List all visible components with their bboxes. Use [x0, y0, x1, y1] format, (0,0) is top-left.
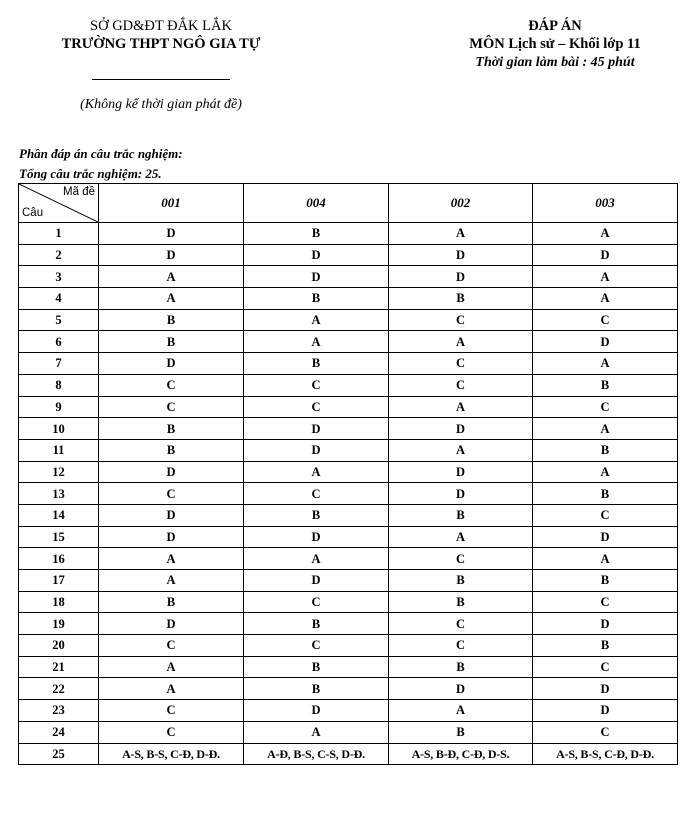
answer-cell: C — [244, 374, 389, 396]
table-row — [19, 504, 678, 526]
table-row — [19, 396, 678, 418]
answer-cell: B — [389, 570, 533, 592]
answer-cell: B — [99, 331, 244, 353]
answer-cell: D — [244, 439, 389, 461]
question-number-cell: 19 — [19, 613, 99, 635]
answer-cell: A — [533, 353, 678, 375]
header-right — [420, 17, 690, 72]
answer-cell: C — [533, 656, 678, 678]
table-row — [19, 331, 678, 353]
answer-table-body — [19, 223, 678, 765]
answer-cell: D — [99, 223, 244, 245]
divider-line — [92, 79, 230, 80]
answer-cell: A — [389, 439, 533, 461]
table-row — [19, 483, 678, 505]
answer-cell: C — [244, 591, 389, 613]
answer-cell: A — [533, 418, 678, 440]
answer-cell: A — [99, 266, 244, 288]
answer-cell: D — [533, 700, 678, 722]
answer-cell: D — [389, 483, 533, 505]
answer-cell: A-S, B-Đ, C-Đ, D-S. — [389, 743, 533, 765]
question-number-cell: 12 — [19, 461, 99, 483]
answer-cell: A — [533, 266, 678, 288]
answer-cell: D — [389, 418, 533, 440]
answer-cell: D — [244, 570, 389, 592]
table-row — [19, 570, 678, 592]
answer-cell: A — [533, 288, 678, 310]
corner-label-question: Câu — [22, 207, 44, 219]
answer-cell: C — [533, 396, 678, 418]
answer-cell: D — [244, 244, 389, 266]
table-row — [19, 374, 678, 396]
answer-cell: A — [244, 461, 389, 483]
answer-cell: C — [244, 396, 389, 418]
answer-cell: A — [533, 223, 678, 245]
column-header: 003 — [533, 184, 678, 223]
question-number-cell: 13 — [19, 483, 99, 505]
table-row — [19, 656, 678, 678]
answer-cell: D — [533, 613, 678, 635]
answer-cell: A-S, B-S, C-Đ, D-Đ. — [533, 743, 678, 765]
answer-cell: B — [244, 678, 389, 700]
question-number-cell: 21 — [19, 656, 99, 678]
answer-cell: A — [244, 309, 389, 331]
table-row — [19, 635, 678, 657]
answer-cell: B — [533, 483, 678, 505]
answer-cell: A — [389, 396, 533, 418]
answer-cell: C — [389, 635, 533, 657]
question-number-cell: 20 — [19, 635, 99, 657]
answer-cell: C — [99, 721, 244, 743]
answer-cell: A — [389, 331, 533, 353]
answer-cell: C — [389, 613, 533, 635]
answer-cell: B — [99, 309, 244, 331]
answer-cell: B — [389, 504, 533, 526]
column-header: 002 — [389, 184, 533, 223]
answer-cell: C — [389, 374, 533, 396]
answer-cell: D — [389, 461, 533, 483]
table-row — [19, 309, 678, 331]
answer-cell: A — [389, 526, 533, 548]
question-number-cell: 24 — [19, 721, 99, 743]
answer-cell: C — [244, 635, 389, 657]
answer-cell: C — [99, 635, 244, 657]
answer-cell: B — [244, 353, 389, 375]
table-row — [19, 353, 678, 375]
answer-cell: A — [533, 548, 678, 570]
answer-cell: A-Đ, B-S, C-S, D-Đ. — [244, 743, 389, 765]
table-row — [19, 678, 678, 700]
duration-line: Thời gian làm bài : 45 phút — [475, 55, 635, 70]
table-row — [19, 244, 678, 266]
answer-cell: B — [389, 591, 533, 613]
answer-cell: C — [99, 483, 244, 505]
answer-cell: C — [533, 591, 678, 613]
question-number-cell: 25 — [19, 743, 99, 765]
table-header-row — [19, 184, 678, 223]
table-row — [19, 439, 678, 461]
answer-cell: D — [244, 418, 389, 440]
answer-cell: D — [533, 244, 678, 266]
answer-cell: A — [244, 721, 389, 743]
answer-cell: B — [99, 418, 244, 440]
answer-cell: A — [389, 700, 533, 722]
answer-cell: A — [99, 570, 244, 592]
question-count: Tổng câu trắc nghiệm: 25. — [19, 166, 162, 181]
question-number-cell: 4 — [19, 288, 99, 310]
answer-cell: A — [533, 461, 678, 483]
question-number-cell: 14 — [19, 504, 99, 526]
answer-cell: D — [99, 526, 244, 548]
question-number-cell: 10 — [19, 418, 99, 440]
table-row — [19, 548, 678, 570]
answer-cell: D — [99, 613, 244, 635]
answer-cell: C — [533, 721, 678, 743]
table-row — [19, 418, 678, 440]
answer-cell: B — [244, 504, 389, 526]
table-row — [19, 721, 678, 743]
question-number-cell: 1 — [19, 223, 99, 245]
answer-cell: C — [389, 309, 533, 331]
answer-cell: D — [533, 331, 678, 353]
answer-cell: A — [99, 288, 244, 310]
answer-cell: D — [244, 526, 389, 548]
question-number-cell: 7 — [19, 353, 99, 375]
corner-header-cell — [19, 184, 99, 223]
question-number-cell: 23 — [19, 700, 99, 722]
table-row — [19, 461, 678, 483]
question-number-cell: 5 — [19, 309, 99, 331]
table-row — [19, 288, 678, 310]
doc-title: ĐÁP ÁN — [528, 18, 582, 34]
answer-cell: B — [533, 374, 678, 396]
question-number-cell: 2 — [19, 244, 99, 266]
question-number-cell: 15 — [19, 526, 99, 548]
answer-cell: D — [99, 244, 244, 266]
answer-cell: A — [389, 223, 533, 245]
answer-cell: C — [389, 548, 533, 570]
answer-cell: D — [389, 244, 533, 266]
answer-cell: D — [99, 353, 244, 375]
answer-table — [18, 183, 678, 765]
answer-cell: A — [99, 678, 244, 700]
section-title: Phần đáp án câu trắc nghiệm: — [19, 146, 183, 161]
table-row — [19, 613, 678, 635]
answer-cell: A — [244, 548, 389, 570]
answer-cell: D — [389, 266, 533, 288]
answer-cell: A — [244, 331, 389, 353]
answer-cell: B — [533, 570, 678, 592]
answer-cell: D — [244, 266, 389, 288]
answer-cell: B — [533, 635, 678, 657]
question-number-cell: 6 — [19, 331, 99, 353]
answer-cell: D — [533, 526, 678, 548]
table-row — [19, 591, 678, 613]
answer-cell: B — [244, 613, 389, 635]
answer-cell: C — [99, 396, 244, 418]
answer-cell: A — [99, 656, 244, 678]
answer-cell: D — [244, 700, 389, 722]
table-row — [19, 223, 678, 245]
answer-cell: B — [244, 223, 389, 245]
time-note: (Không kể thời gian phát đề) — [80, 97, 242, 112]
question-number-cell: 3 — [19, 266, 99, 288]
question-number-cell: 11 — [19, 439, 99, 461]
question-number-cell: 8 — [19, 374, 99, 396]
answer-cell: B — [244, 656, 389, 678]
answer-cell: A-S, B-S, C-Đ, D-Đ. — [99, 743, 244, 765]
answer-cell: D — [533, 678, 678, 700]
answer-cell: C — [533, 504, 678, 526]
question-number-cell: 18 — [19, 591, 99, 613]
question-number-cell: 22 — [19, 678, 99, 700]
answer-cell: A — [99, 548, 244, 570]
column-header: 004 — [244, 184, 389, 223]
column-header: 001 — [99, 184, 244, 223]
answer-cell: B — [389, 288, 533, 310]
answer-cell: B — [389, 721, 533, 743]
question-number-cell: 9 — [19, 396, 99, 418]
table-row — [19, 700, 678, 722]
table-row — [19, 266, 678, 288]
answer-cell: B — [533, 439, 678, 461]
question-number-cell: 17 — [19, 570, 99, 592]
answer-cell: C — [99, 374, 244, 396]
answer-cell: C — [533, 309, 678, 331]
question-number-cell: 16 — [19, 548, 99, 570]
department-name: SỞ GD&ĐT ĐẮK LẮK — [90, 18, 232, 34]
header-left — [16, 17, 306, 114]
answer-cell: D — [99, 461, 244, 483]
answer-cell: D — [99, 504, 244, 526]
school-name: TRƯỜNG THPT NGÔ GIA TỰ — [61, 36, 261, 52]
answer-cell: B — [99, 439, 244, 461]
answer-cell: C — [389, 353, 533, 375]
answer-cell: D — [389, 678, 533, 700]
answer-cell: B — [244, 288, 389, 310]
subject-line: MÔN Lịch sử – Khối lớp 11 — [469, 36, 641, 52]
table-row — [19, 743, 678, 765]
corner-label-code: Mã đề — [63, 186, 95, 198]
answer-cell: C — [244, 483, 389, 505]
answer-cell: B — [389, 656, 533, 678]
answer-cell: B — [99, 591, 244, 613]
table-row — [19, 526, 678, 548]
answer-cell: C — [99, 700, 244, 722]
